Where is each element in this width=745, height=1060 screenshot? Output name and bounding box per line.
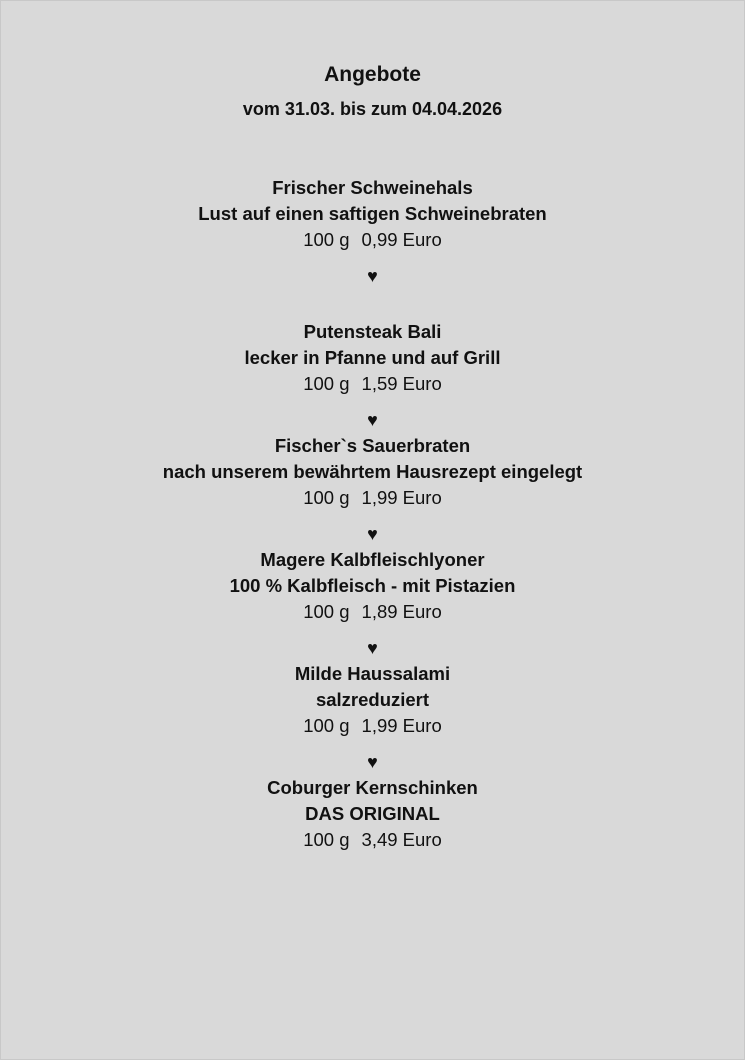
offer-price: 1,59 Euro	[361, 373, 442, 394]
offer-price-line	[1, 371, 744, 397]
offer-price-line	[1, 599, 744, 625]
offer-name: Milde Haussalami	[294, 663, 451, 684]
offer-description: nach unserem bewährtem Hausrezept eingelegt	[162, 461, 583, 482]
offer-item	[1, 319, 744, 397]
offer-unit: 100 g	[303, 487, 350, 508]
offer-unit: 100 g	[303, 373, 350, 394]
offer-name: Magere Kalbfleischlyoner	[260, 549, 485, 570]
offer-unit: 100 g	[303, 715, 350, 736]
heart-icon: ♥	[367, 638, 378, 658]
heart-icon: ♥	[367, 524, 378, 544]
offer-price-line	[1, 227, 744, 253]
offer-unit: 100 g	[303, 829, 350, 850]
offer-item	[1, 547, 744, 625]
offer-price: 1,99 Euro	[361, 487, 442, 508]
offer-description: salzreduziert	[315, 689, 430, 710]
offer-item	[1, 433, 744, 511]
offer-name: Fischer`s Sauerbraten	[274, 435, 471, 456]
heart-icon: ♥	[367, 752, 378, 772]
offer-unit: 100 g	[303, 229, 350, 250]
offer-price-line	[1, 827, 744, 853]
offer-description: 100 % Kalbfleisch - mit Pistazien	[229, 575, 516, 596]
offer-unit: 100 g	[303, 601, 350, 622]
offer-item	[1, 775, 744, 853]
offer-name: Putensteak Bali	[303, 321, 442, 342]
offer-name: Coburger Kernschinken	[267, 777, 478, 798]
date-range: vom 31.03. bis zum 04.04.2026	[242, 99, 503, 119]
offer-item	[1, 661, 744, 739]
offer-name: Frischer Schweinehals	[272, 177, 473, 198]
heart-icon: ♥	[367, 266, 378, 286]
offer-price: 0,99 Euro	[361, 229, 442, 250]
offer-description: DAS ORIGINAL	[305, 803, 440, 824]
heart-icon: ♥	[367, 410, 378, 430]
offer-description: lecker in Pfanne und auf Grill	[244, 347, 501, 368]
page-title: Angebote	[324, 63, 421, 86]
offer-price: 3,49 Euro	[361, 829, 442, 850]
offer-price-line	[1, 713, 744, 739]
offer-price: 1,89 Euro	[361, 601, 442, 622]
offer-item	[1, 175, 744, 253]
offer-price: 1,99 Euro	[361, 715, 442, 736]
offer-price-line	[1, 485, 744, 511]
offer-list	[1, 175, 744, 853]
offer-description: Lust auf einen saftigen Schweinebraten	[198, 203, 547, 224]
